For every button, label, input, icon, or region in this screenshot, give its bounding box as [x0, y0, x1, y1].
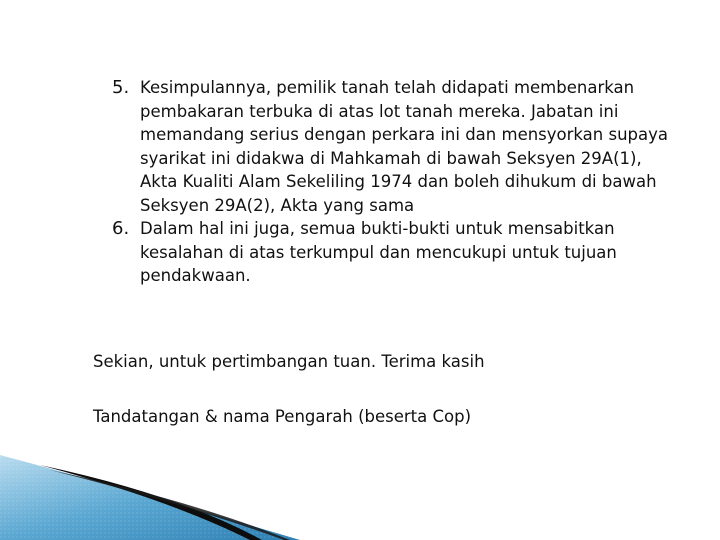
list-item: [112, 217, 672, 288]
list-item-text: Kesimpulannya, pemilik tanah telah didapati membenarkan pembakaran terbuka di atas lot tanah mereka. Jabatan ini memandang serius dengan perkara ini dan mensyorkan supaya syarikat ini didakwa di Mahkamah di bawah Seksyen 29A(1), Akta Kualiti Alam Sekeliling 1974 dan boleh dihukum di bawah Seksyen 29A(2), Akta yang sama: [140, 78, 669, 215]
closing-text: Sekian, untuk pertimbangan tuan. Terima kasih: [93, 352, 485, 371]
list-item-text: Dalam hal ini juga, semua bukti-bukti untuk mensabitkan kesalahan di atas terkumpul dan mencukupi untuk tujuan pendakwaan.: [140, 219, 617, 285]
list-item: [112, 76, 672, 217]
signature-line: Tandatangan & nama Pengarah (beserta Cop): [93, 407, 472, 426]
list-item-number: 5.: [112, 77, 130, 98]
list-item-number: 6.: [112, 218, 130, 239]
numbered-list: [112, 76, 672, 288]
